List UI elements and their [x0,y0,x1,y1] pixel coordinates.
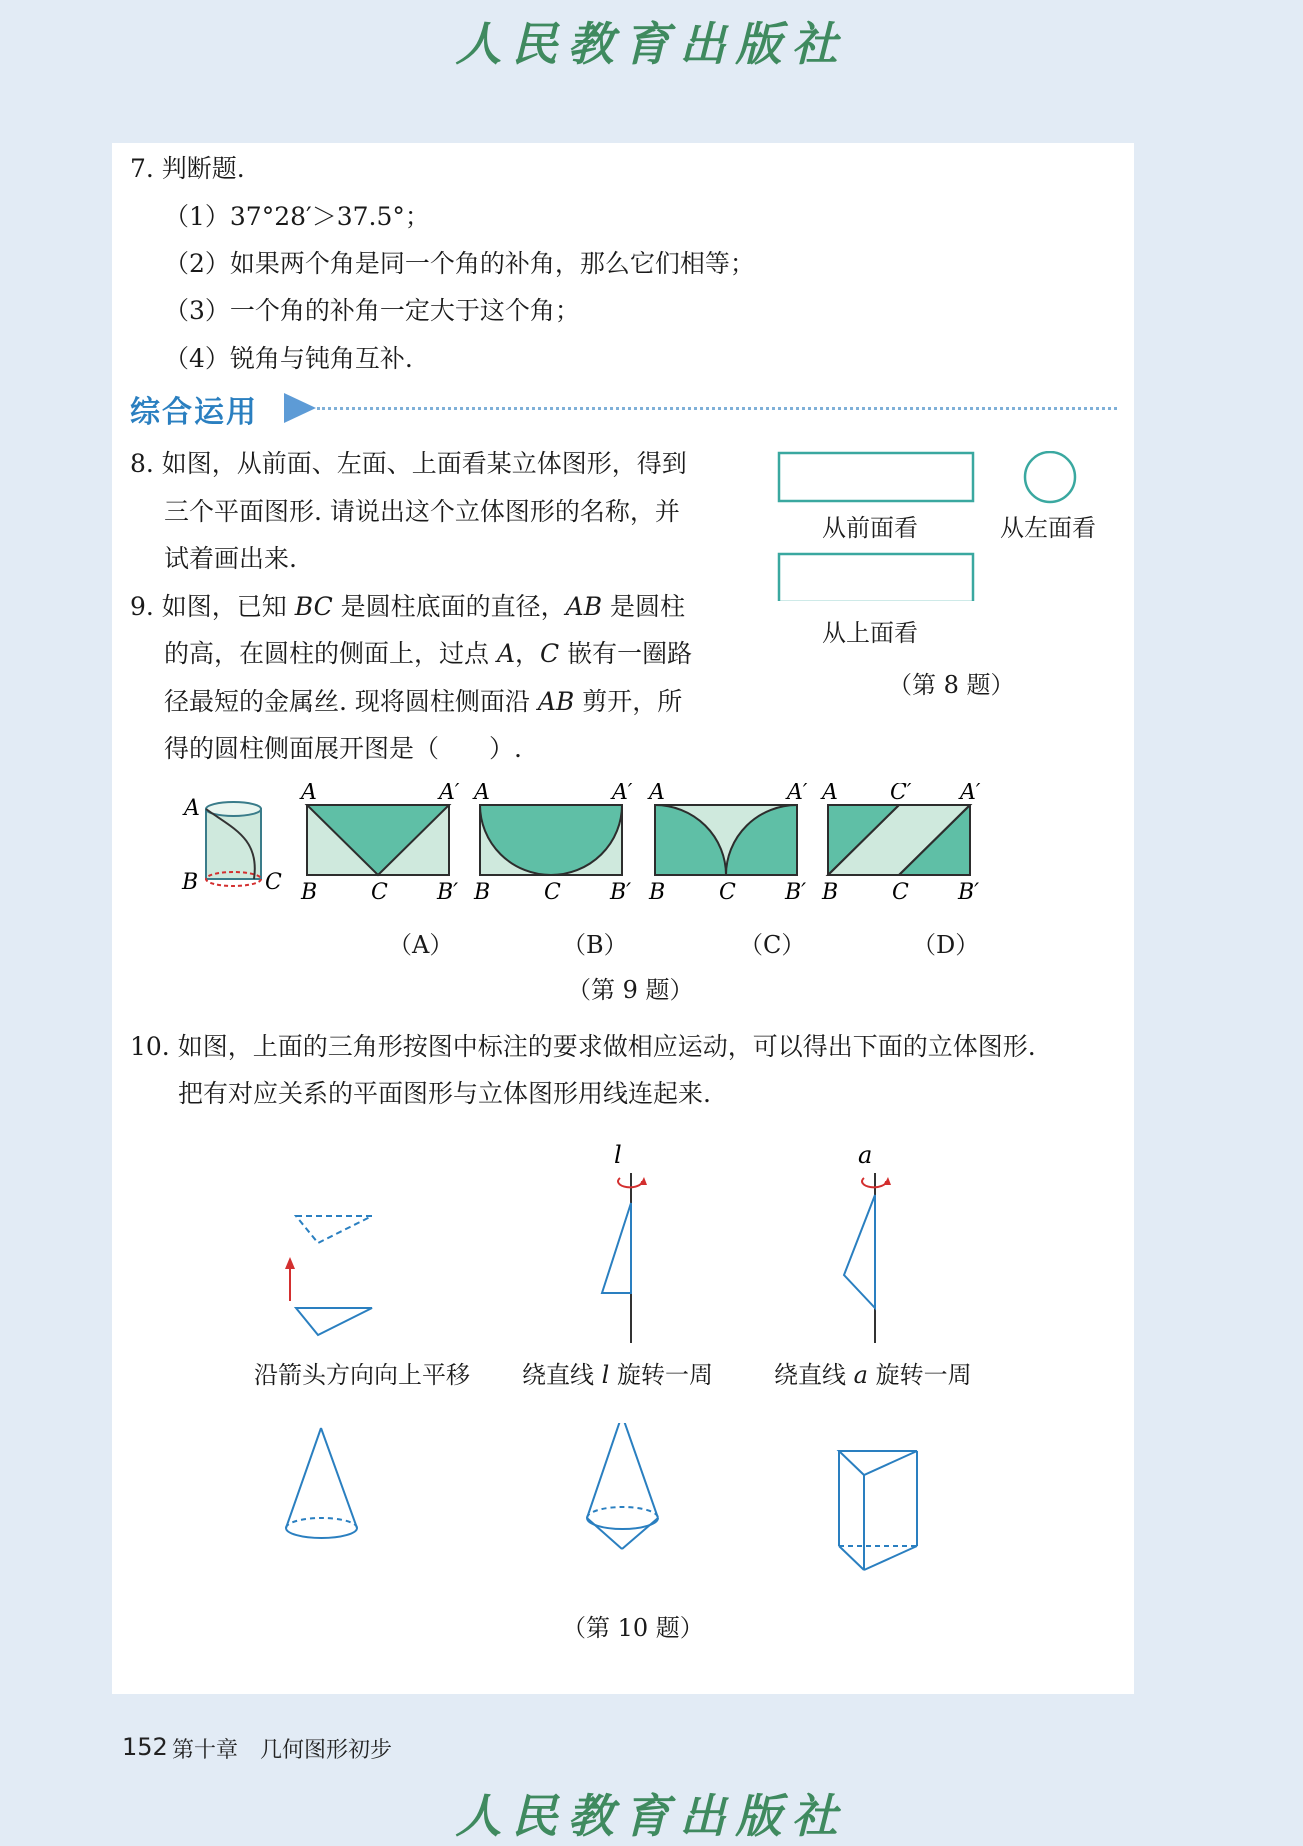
axis-a-label: a [858,1143,873,1169]
q10-translation-figure [285,1216,372,1335]
q10-line-2: 把有对应关系的平面图形与立体图形用线连起来. [178,1079,711,1108]
q8-left-view-label: 从左面看 [1000,514,1096,542]
axis-l-label: l [614,1143,622,1169]
q10-solid-figures [252,1423,1012,1583]
q9-line-4: 得的圆柱侧面展开图是（ ）. [164,734,522,763]
optC-label-C: C [719,880,736,905]
q8-line-3: 试着画出来. [164,544,297,573]
optD-label-B: B [822,880,839,905]
section-arrow-icon [284,393,318,423]
optD-label-A: A [822,783,838,805]
q7-item-1: （1）37°28′＞37.5°； [164,202,430,231]
optA-label-A2: A′ [439,783,460,805]
q10-caption: （第 10 题） [562,1614,704,1642]
q9-figure [172,783,1142,913]
cyl-label-C: C [265,870,282,895]
q10-label-rotate-a: 绕直线 a 旋转一周 [774,1361,972,1389]
q8-line-1: 8. 如图，从前面、左面、上面看某立体图形，得到 [130,449,687,478]
q8-caption: （第 8 题） [888,671,1015,699]
optD-label-C2: C′ [890,783,912,805]
q9-option-C-diagram [647,783,808,905]
q9-option-D: （D） [912,931,980,959]
optB-label-B: B [474,880,491,905]
q10-label-rotate-l: 绕直线 l 旋转一周 [522,1361,713,1389]
q9-option-C: （C） [739,931,806,959]
optC-label-B: B [649,880,666,905]
optD-label-C: C [892,880,909,905]
q8-line-2: 三个平面图形. 请说出这个立体图形的名称，并 [164,497,680,526]
optA-label-B2: B′ [437,880,459,905]
q7-item-2: （2）如果两个角是同一个角的补角，那么它们相等； [164,249,755,278]
top-view-rect [779,554,973,601]
optB-label-C: C [544,880,561,905]
optB-label-B2: B′ [610,880,632,905]
optC-label-A2: A′ [787,783,808,805]
q10-double-cone [587,1423,658,1549]
q9-option-B: （B） [562,931,628,959]
q9-line-2: 的高，在圆柱的侧面上，过点 A，C 嵌有一圈路 [164,639,693,668]
cyl-label-A: A [184,796,200,821]
optD-label-B2: B′ [958,880,980,905]
front-view-rect [779,453,973,501]
q9-option-B-diagram [472,783,633,905]
chapter-title: 第十章 几何图形初步 [172,1738,393,1763]
q9-cylinder [181,796,282,895]
publisher-logo-bottom: 人民教育出版社 [455,1789,848,1843]
optA-label-C: C [371,880,388,905]
left-view-circle [1025,452,1075,502]
section-title: 综合运用 [130,395,258,430]
q9-option-A-diagram [299,783,460,905]
q9-caption: （第 9 题） [567,976,694,1004]
q9-line-3: 径最短的金属丝. 现将圆柱侧面沿 AB 剪开，所 [164,687,683,716]
q10-line-1: 10. 如图，上面的三角形按图中标注的要求做相应运动，可以得出下面的立体图形. [130,1032,1036,1061]
cyl-label-B: B [182,870,199,895]
q9-option-A: （A） [388,931,454,959]
page-number: 152 [122,1733,168,1761]
textbook-page [112,143,1134,1694]
q9-option-D-diagram [820,783,981,905]
q8-front-view-label: 从前面看 [822,514,918,542]
q10-triangular-prism [839,1451,917,1570]
q10-rotate-l-figure [602,1143,647,1343]
q10-motion-figures [252,1143,1012,1343]
q7-title: 7. 判断题. [130,154,245,183]
q10-label-translate: 沿箭头方向向上平移 [254,1361,470,1389]
optB-label-A2: A′ [612,783,633,805]
optD-label-A2: A′ [960,783,981,805]
q10-rotate-a-figure [844,1143,891,1343]
optC-label-A: A [649,783,665,805]
q7-item-4: （4）锐角与钝角互补. [164,344,413,373]
optC-label-B2: B′ [785,880,807,905]
q7-item-3: （3）一个角的补角一定大于这个角； [164,296,580,325]
publisher-logo-top: 人民教育出版社 [455,17,848,71]
q9-line-1: 9. 如图，已知 BC 是圆柱底面的直径，AB 是圆柱 [130,592,686,621]
optA-label-A: A [301,783,317,805]
optB-label-A: A [474,783,490,805]
section-divider [317,407,1117,410]
q8-top-view-label: 从上面看 [822,619,918,647]
q10-cone [286,1428,357,1538]
optA-label-B: B [301,880,318,905]
